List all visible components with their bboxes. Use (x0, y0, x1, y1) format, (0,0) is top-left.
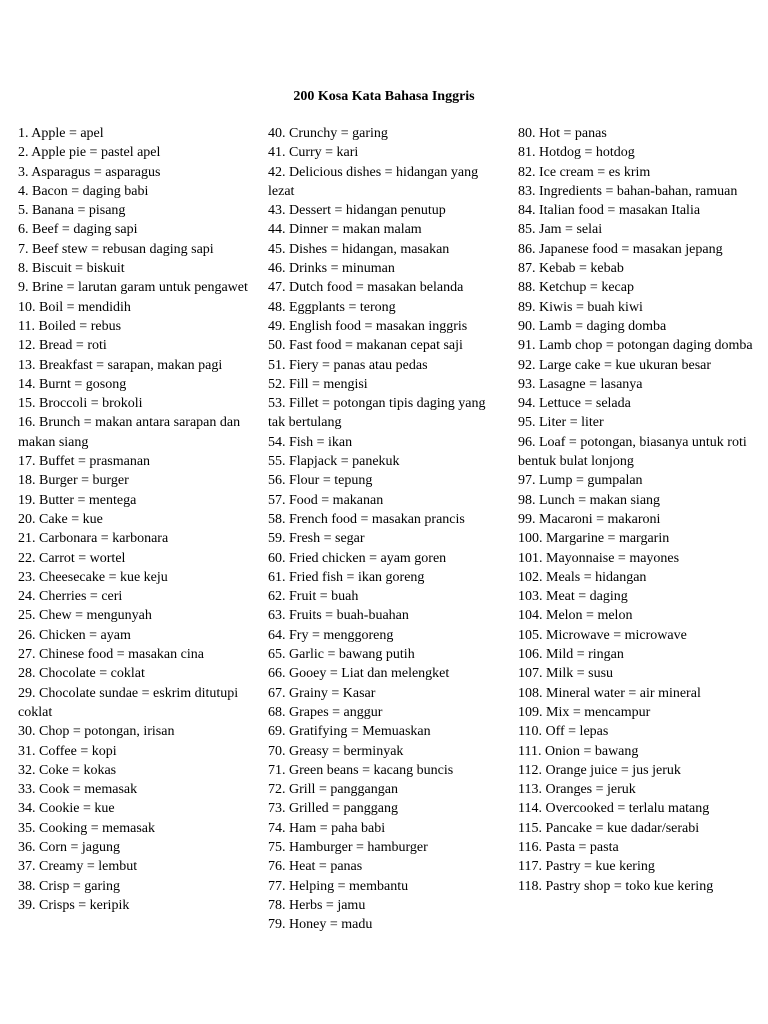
vocab-entry: 27. Chinese food = masakan cina (18, 647, 204, 663)
vocab-entry: 16. Brunch = makan antara sarapan dan makan siang (18, 415, 241, 450)
vocab-entry: 28. Chocolate = coklat (18, 666, 145, 682)
vocab-entry: 6. Beef = daging sapi (18, 222, 138, 238)
vocab-entry: 101. Mayonnaise = mayones (518, 550, 680, 566)
vocab-entry: 74. Ham = paha babi (268, 820, 386, 836)
vocab-entry: 100. Margarine = margarin (518, 531, 670, 547)
vocab-entry: 7. Beef stew = rebusan daging sapi (18, 241, 214, 257)
vocab-entry: 56. Flour = tepung (268, 473, 373, 489)
vocab-entry: 5. Banana = pisang (18, 203, 126, 219)
vocab-entry: 49. English food = masakan inggris (268, 318, 468, 334)
vocab-entry: 86. Japanese food = masakan jepang (518, 241, 723, 257)
vocab-entry: 114. Overcooked = terlalu matang (518, 801, 710, 817)
vocab-entry: 63. Fruits = buah-buahan (268, 608, 409, 624)
vocab-entry: 104. Melon = melon (518, 608, 633, 624)
vocab-entry: 20. Cake = kue (18, 511, 103, 527)
vocab-entry: 83. Ingredients = bahan-bahan, ramuan (518, 183, 738, 199)
vocab-entry: 89. Kiwis = buah kiwi (518, 299, 643, 315)
vocab-entry: 94. Lettuce = selada (518, 396, 631, 412)
vocab-entry: 55. Flapjack = panekuk (268, 454, 400, 470)
vocab-entry: 60. Fried chicken = ayam goren (268, 550, 447, 566)
vocab-entry: 9. Brine = larutan garam untuk pengawet (18, 280, 248, 296)
vocab-entry: 23. Cheesecake = kue keju (18, 569, 168, 585)
vocab-entry: 116. Pasta = pasta (518, 839, 619, 855)
vocab-entry: 47. Dutch food = masakan belanda (268, 280, 464, 296)
vocab-entry: 107. Milk = susu (518, 666, 614, 682)
vocab-entry: 112. Orange juice = jus jeruk (518, 762, 681, 778)
vocab-entry: 39. Crisps = keripik (18, 897, 130, 913)
vocab-entry: 70. Greasy = berminyak (268, 743, 404, 759)
vocab-entry: 69. Gratifying = Memuaskan (268, 724, 431, 740)
vocab-entry: 8. Biscuit = biskuit (18, 261, 125, 277)
vocab-entry: 75. Hamburger = hamburger (268, 839, 428, 855)
vocab-entry: 2. Apple pie = pastel apel (18, 145, 161, 161)
vocab-entry: 13. Breakfast = sarapan, makan pagi (18, 357, 223, 373)
vocab-entry: 52. Fill = mengisi (268, 376, 368, 392)
vocab-entry: 98. Lunch = makan siang (518, 492, 661, 508)
vocab-entry: 46. Drinks = minuman (268, 261, 395, 277)
vocab-entry: 19. Butter = mentega (18, 492, 137, 508)
vocab-column-2 (268, 124, 506, 934)
vocab-entry: 36. Corn = jagung (18, 839, 120, 855)
vocab-entry: 11. Boiled = rebus (18, 318, 122, 334)
vocab-entry: 103. Meat = daging (518, 589, 628, 605)
vocab-entry: 10. Boil = mendidih (18, 299, 131, 315)
vocab-entry: 26. Chicken = ayam (18, 627, 131, 643)
vocab-entry: 102. Meals = hidangan (518, 569, 647, 585)
vocab-entry: 21. Carbonara = karbonara (18, 531, 169, 547)
vocab-entry: 66. Gooey = Liat dan melengket (268, 666, 450, 682)
vocab-entry: 111. Onion = bawang (518, 743, 639, 759)
vocab-entry: 65. Garlic = bawang putih (268, 647, 415, 663)
vocab-entry: 115. Pancake = kue dadar/serabi (518, 820, 700, 836)
vocab-entry: 43. Dessert = hidangan penutup (268, 203, 446, 219)
vocab-entry: 91. Lamb chop = potongan daging domba (518, 338, 753, 354)
vocab-entry: 25. Chew = mengunyah (18, 608, 152, 624)
vocab-entry: 38. Crisp = garing (18, 878, 120, 894)
vocab-entry: 99. Macaroni = makaroni (518, 511, 661, 527)
vocab-entry: 48. Eggplants = terong (268, 299, 396, 315)
vocab-entry: 105. Microwave = microwave (518, 627, 687, 643)
vocab-entry: 45. Dishes = hidangan, masakan (268, 241, 450, 257)
vocab-entry: 15. Broccoli = brokoli (18, 396, 143, 412)
vocab-entry: 59. Fresh = segar (268, 531, 365, 547)
vocab-entry: 62. Fruit = buah (268, 589, 359, 605)
vocab-entry: 68. Grapes = anggur (268, 704, 383, 720)
vocab-entry: 79. Honey = madu (268, 917, 373, 933)
vocab-entry: 4. Bacon = daging babi (18, 183, 149, 199)
vocab-entry: 14. Burnt = gosong (18, 376, 127, 392)
vocab-entry: 33. Cook = memasak (18, 782, 138, 798)
vocab-entry: 29. Chocolate sundae = eskrim ditutupi coklat (18, 685, 239, 720)
vocab-entry: 113. Oranges = jeruk (518, 782, 636, 798)
vocab-entry: 88. Ketchup = kecap (518, 280, 634, 296)
vocab-entry: 78. Herbs = jamu (268, 897, 366, 913)
vocab-entry: 17. Buffet = prasmanan (18, 454, 151, 470)
vocab-entry: 108. Mineral water = air mineral (518, 685, 701, 701)
vocab-entry: 18. Burger = burger (18, 473, 129, 489)
vocab-entry: 30. Chop = potongan, irisan (18, 724, 175, 740)
vocab-entry: 51. Fiery = panas atau pedas (268, 357, 428, 373)
vocab-entry: 84. Italian food = masakan Italia (518, 203, 701, 219)
vocab-entry: 106. Mild = ringan (518, 647, 624, 663)
document-title: 200 Kosa Kata Bahasa Inggris (293, 89, 475, 104)
vocab-entry: 87. Kebab = kebab (518, 261, 624, 277)
vocab-entry: 82. Ice cream = es krim (518, 164, 651, 180)
vocab-entry: 118. Pastry shop = toko kue kering (518, 878, 714, 894)
vocab-entry: 77. Helping = membantu (268, 878, 409, 894)
vocab-entry: 95. Liter = liter (518, 415, 604, 431)
vocab-entry: 71. Green beans = kacang buncis (268, 762, 454, 778)
vocab-entry: 72. Grill = panggangan (268, 782, 398, 798)
vocab-entry: 44. Dinner = makan malam (268, 222, 422, 238)
vocab-entry: 24. Cherries = ceri (18, 589, 123, 605)
vocab-entry: 93. Lasagne = lasanya (518, 376, 643, 392)
vocab-entry: 92. Large cake = kue ukuran besar (518, 357, 712, 373)
vocab-entry: 40. Crunchy = garing (268, 126, 388, 141)
vocab-entry: 22. Carrot = wortel (18, 550, 126, 566)
vocab-entry: 96. Loaf = potongan, biasanya untuk roti bentuk bulat lonjong (518, 434, 747, 470)
vocab-entry: 117. Pastry = kue kering (518, 859, 655, 875)
vocab-entry: 76. Heat = panas (268, 859, 363, 875)
vocab-entry: 110. Off = lepas (518, 724, 609, 740)
vocab-entry: 58. French food = masakan prancis (268, 511, 465, 527)
vocab-entry: 32. Coke = kokas (18, 762, 117, 778)
vocab-entry: 81. Hotdog = hotdog (518, 145, 635, 161)
vocab-entry: 53. Fillet = potongan tipis daging yang tak bertulang (268, 396, 486, 431)
vocab-entry: 3. Asparagus = asparagus (18, 164, 161, 180)
vocab-entry: 50. Fast food = makanan cepat saji (268, 338, 463, 354)
vocab-entry: 57. Food = makanan (268, 492, 384, 508)
vocab-entry: 64. Fry = menggoreng (268, 627, 394, 643)
vocab-entry: 41. Curry = kari (268, 145, 359, 161)
vocab-entry: 12. Bread = roti (18, 338, 107, 354)
vocab-entry: 37. Creamy = lembut (18, 859, 138, 875)
vocab-entry: 61. Fried fish = ikan goreng (268, 569, 425, 585)
vocab-entry: 85. Jam = selai (518, 222, 603, 238)
vocab-entry: 34. Cookie = kue (18, 801, 115, 817)
vocab-entry: 67. Grainy = Kasar (268, 685, 376, 701)
vocab-entry: 80. Hot = panas (518, 126, 607, 141)
vocab-entry: 109. Mix = mencampur (518, 704, 651, 720)
vocab-entry: 35. Cooking = memasak (18, 820, 155, 836)
vocab-column-3 (518, 124, 758, 896)
vocab-entry: 97. Lump = gumpalan (518, 473, 643, 489)
vocab-entry: 90. Lamb = daging domba (518, 318, 667, 334)
vocab-entry: 42. Delicious dishes = hidangan yang lezat (268, 164, 479, 199)
vocab-entry: 73. Grilled = panggang (268, 801, 398, 817)
vocab-column-1 (18, 124, 253, 915)
vocab-entry: 31. Coffee = kopi (18, 743, 117, 759)
vocab-entry: 1. Apple = apel (18, 126, 104, 141)
vocab-entry: 54. Fish = ikan (268, 434, 353, 450)
